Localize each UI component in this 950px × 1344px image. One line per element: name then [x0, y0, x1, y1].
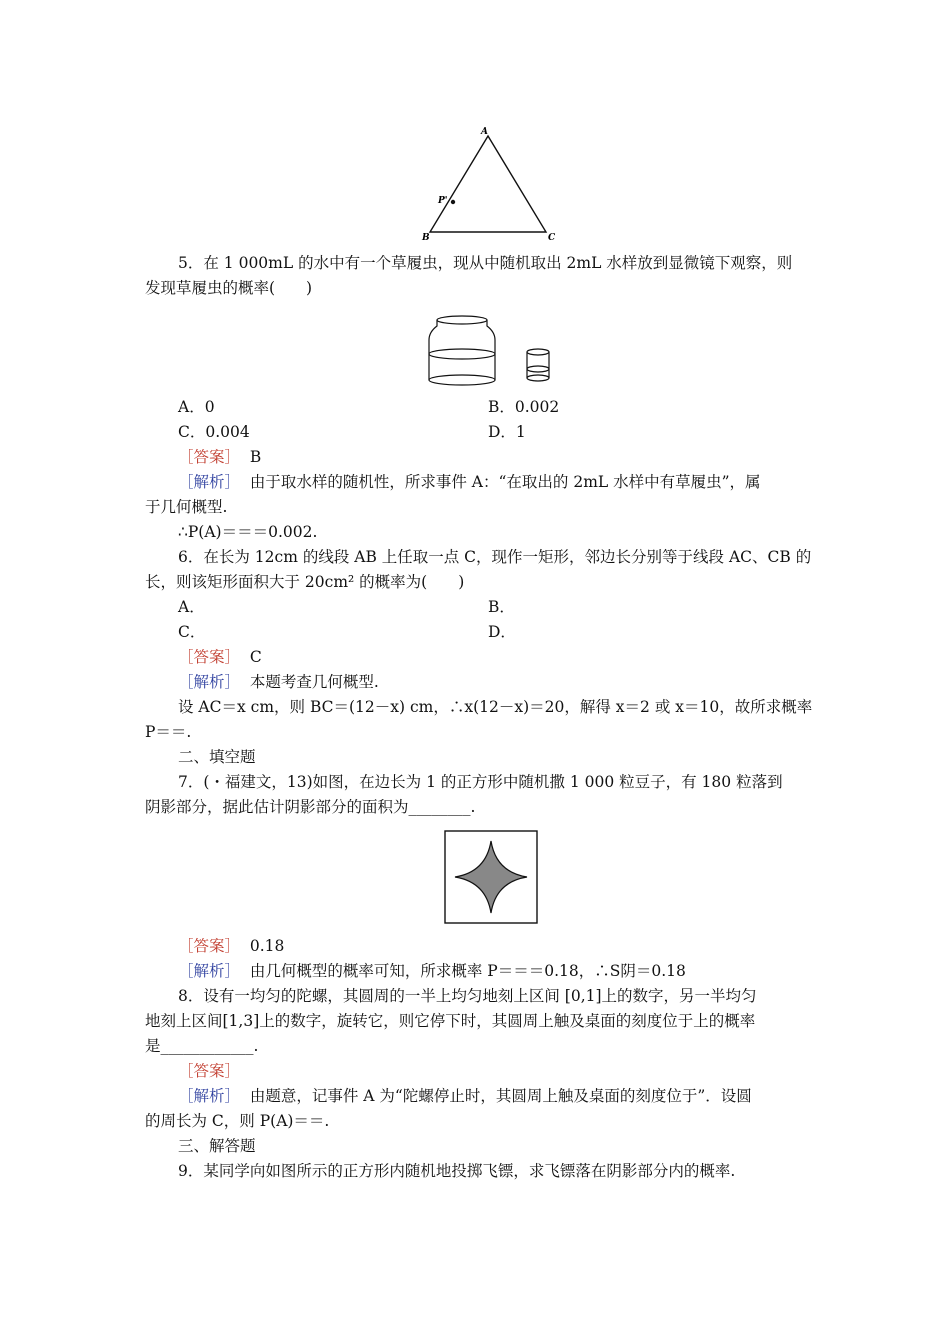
q8-analysis-line2: 的周长为 C，则 P(A)＝＝.: [145, 1112, 330, 1130]
q5-option-d: D．1: [488, 423, 526, 441]
q7-line2: 阴影部分，据此估计阴影部分的面积为________.: [145, 798, 476, 816]
q7-line1: 7．(・福建文，13)如图，在边长为 1 的正方形中随机撒 1 000 粒豆子，有 180 粒落到: [178, 773, 783, 791]
beakers-figure: [425, 306, 560, 386]
section-title-solutions: 三、解答题: [178, 1137, 256, 1155]
q9-line1: 9．某同学向如图所示的正方形内随机地投掷飞镖，求飞镖落在阴影部分内的概率.: [178, 1162, 736, 1180]
answer-tag: ［答案］: [178, 937, 241, 955]
q5-line1: 5．在 1 000mL 的水中有一个草履虫，现从中随机取出 2mL 水样放到显微镜下观察，则: [178, 254, 793, 272]
q6-option-b: B．: [488, 598, 515, 616]
q8-analysis-line1: [178, 1085, 752, 1107]
q5-analysis-line3: ∴P(A)＝＝＝0.002.: [178, 523, 318, 541]
q5-option-b: B．0.002: [488, 398, 560, 416]
answer-value: B: [249, 448, 262, 466]
q6-option-c: C．: [178, 623, 206, 641]
q7-analysis: [178, 960, 686, 982]
q5-option-a: A．0: [178, 398, 215, 416]
q5-option-c: C．0.004: [178, 423, 250, 441]
q8-line3: 是____________.: [145, 1037, 259, 1055]
answer-tag: ［答案］: [178, 648, 241, 666]
q7-answer: [178, 935, 284, 957]
q6-analysis-line3: P＝＝.: [145, 723, 192, 741]
section-title-fill-in: 二、填空题: [178, 748, 256, 766]
q6-analysis-line1: [178, 671, 379, 693]
answer-value: C: [249, 648, 262, 666]
answer-value: 0.18: [249, 937, 285, 955]
q6-line1: 6．在长为 12cm 的线段 AB 上任取一点 C，现作一矩形，邻边长分别等于线段 AC、CB 的: [178, 548, 812, 566]
triangle-figure: [418, 124, 558, 242]
q5-answer: [178, 446, 261, 468]
q5-analysis-line1: [178, 471, 761, 493]
q5-line2: 发现草履虫的概率( ): [145, 279, 313, 297]
q6-answer: [178, 646, 262, 668]
q5-analysis-line2: 于几何概型.: [145, 498, 228, 516]
square-star-figure: [444, 830, 540, 926]
q6-option-d: D．: [488, 623, 516, 641]
q6-line2: 长，则该矩形面积大于 20cm² 的概率为( ): [145, 573, 465, 591]
analysis-text: 由几何概型的概率可知，所求概率 P＝＝＝0.18，∴S阴＝0.18: [249, 962, 686, 980]
q8-line1: 8．设有一均匀的陀螺，其圆周的一半上均匀地刻上区间 [0,1]上的数字，另一半均匀: [178, 987, 757, 1005]
answer-tag: ［答案］: [178, 1062, 241, 1080]
vertex-b-label: B: [422, 233, 430, 242]
answer-tag: ［答案］: [178, 448, 241, 466]
vertex-a-label: A: [481, 127, 488, 137]
analysis-tag: ［解析］: [178, 962, 241, 980]
q6-analysis-line2: 设 AC＝x cm，则 BC＝(12－x) cm，∴x(12－x)＝20，解得 x＝2 或 x＝10，故所求概率: [178, 698, 813, 716]
q8-answer: [178, 1060, 240, 1082]
q8-line2: 地刻上区间[1,3]上的数字，旋转它，则它停下时，其圆周上触及桌面的刻度位于上的概率: [145, 1012, 756, 1030]
analysis-tag: ［解析］: [178, 1087, 241, 1105]
vertex-c-label: C: [548, 233, 556, 242]
analysis-tag: ［解析］: [178, 473, 241, 491]
analysis-text: 本题考查几何概型.: [249, 673, 379, 691]
analysis-text: 由于取水样的随机性，所求事件 A：“在取出的 2mL 水样中有草履虫”，属: [249, 473, 761, 491]
analysis-text: 由题意，记事件 A 为“陀螺停止时，其圆周上触及桌面的刻度位于”．设圆: [249, 1087, 752, 1105]
analysis-tag: ［解析］: [178, 673, 241, 691]
q6-option-a: A．: [178, 598, 205, 616]
point-p-label: P': [438, 196, 448, 206]
